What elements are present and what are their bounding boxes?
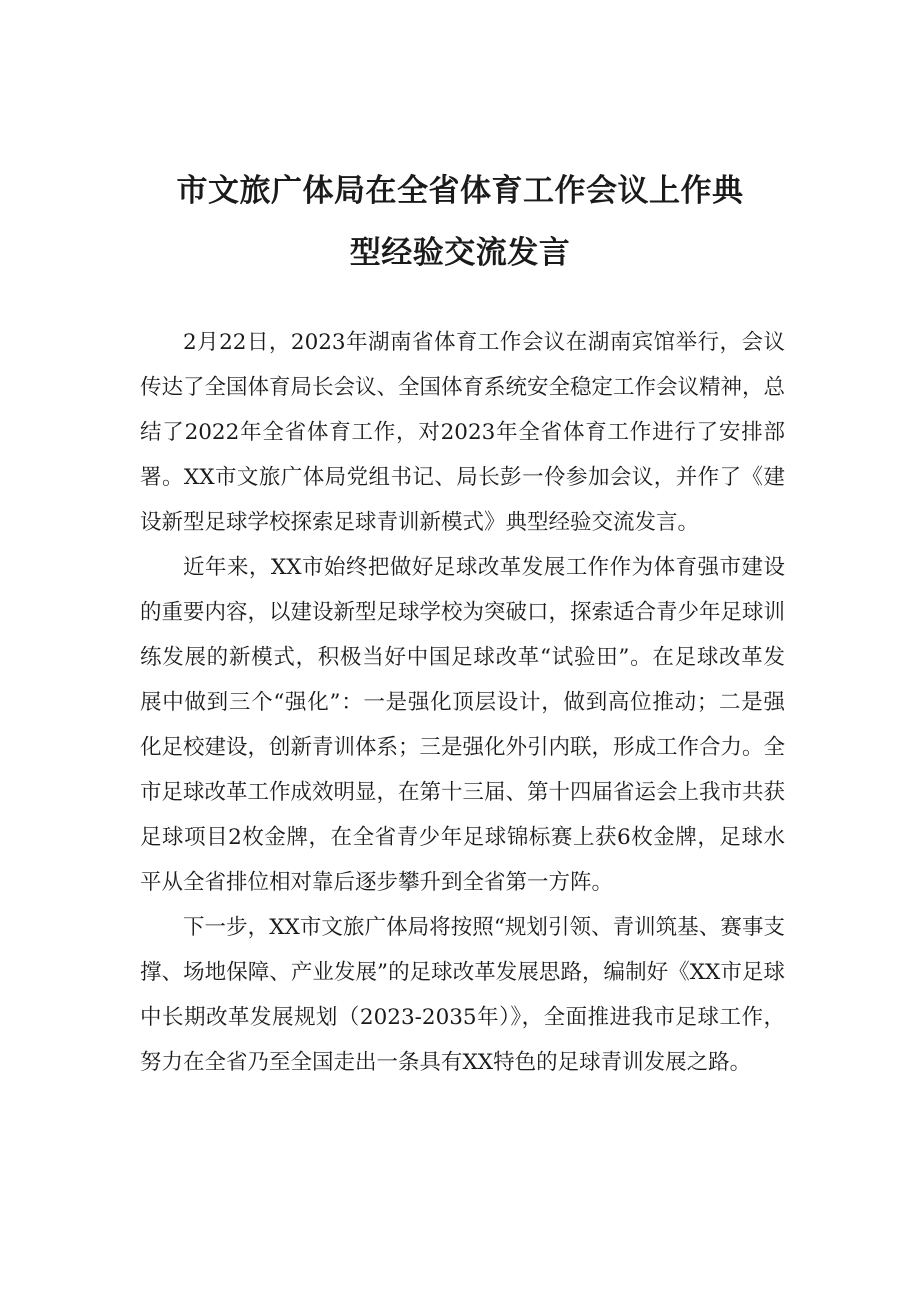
paragraph-1: 2月22日，2023年湖南省体育工作会议在湖南宾馆举行，会议传达了全国体育局长会议、全国体育系统安全稳定工作会议精神，总结了2022年全省体育工作，对2023年全省体育工作进行了安排部署。XX市文旅广体局党组书记、局长彭一伶参加会议，并作了《建设新型足球学校探索足球青训新模式》典型经验交流发言。 (140, 330, 786, 535)
document-title-line-1: 市文旅广体局在全省体育工作会议上作典 (176, 173, 744, 209)
paragraph-3: 下一步，XX市文旅广体局将按照“规划引领、青训筑基、赛事支撑、场地保障、产业发展”的足球改革发展思路，编制好《XX市足球中长期改革发展规划（2023-2035年）》，全面推进我市足球工作，努力在全省乃至全国走出一条具有XX特色的足球青训发展之路。 (140, 915, 785, 1075)
paragraph-2: 近年来，XX市始终把做好足球改革发展工作作为体育强市建设的重要内容，以建设新型足球学校为突破口，探索适合青少年足球训练发展的新模式，积极当好中国足球改革“试验田”。在足球改革发展中做到三个“强化”：一是强化顶层设计，做到高位推动；二是强化足校建设，创新青训体系；三是强化外引内联，形成工作合力。全市足球改革工作成效明显，在第十三届、第十四届省运会上我市共获足球项目2枚金牌，在全省青少年足球锦标赛上获6枚金牌，足球水平从全省排位相对靠后逐步攀升到全省第一方阵。 (140, 555, 786, 895)
document-title (140, 160, 780, 284)
document-title-line-2: 型经验交流发言 (349, 235, 571, 271)
document-body (140, 320, 785, 1085)
